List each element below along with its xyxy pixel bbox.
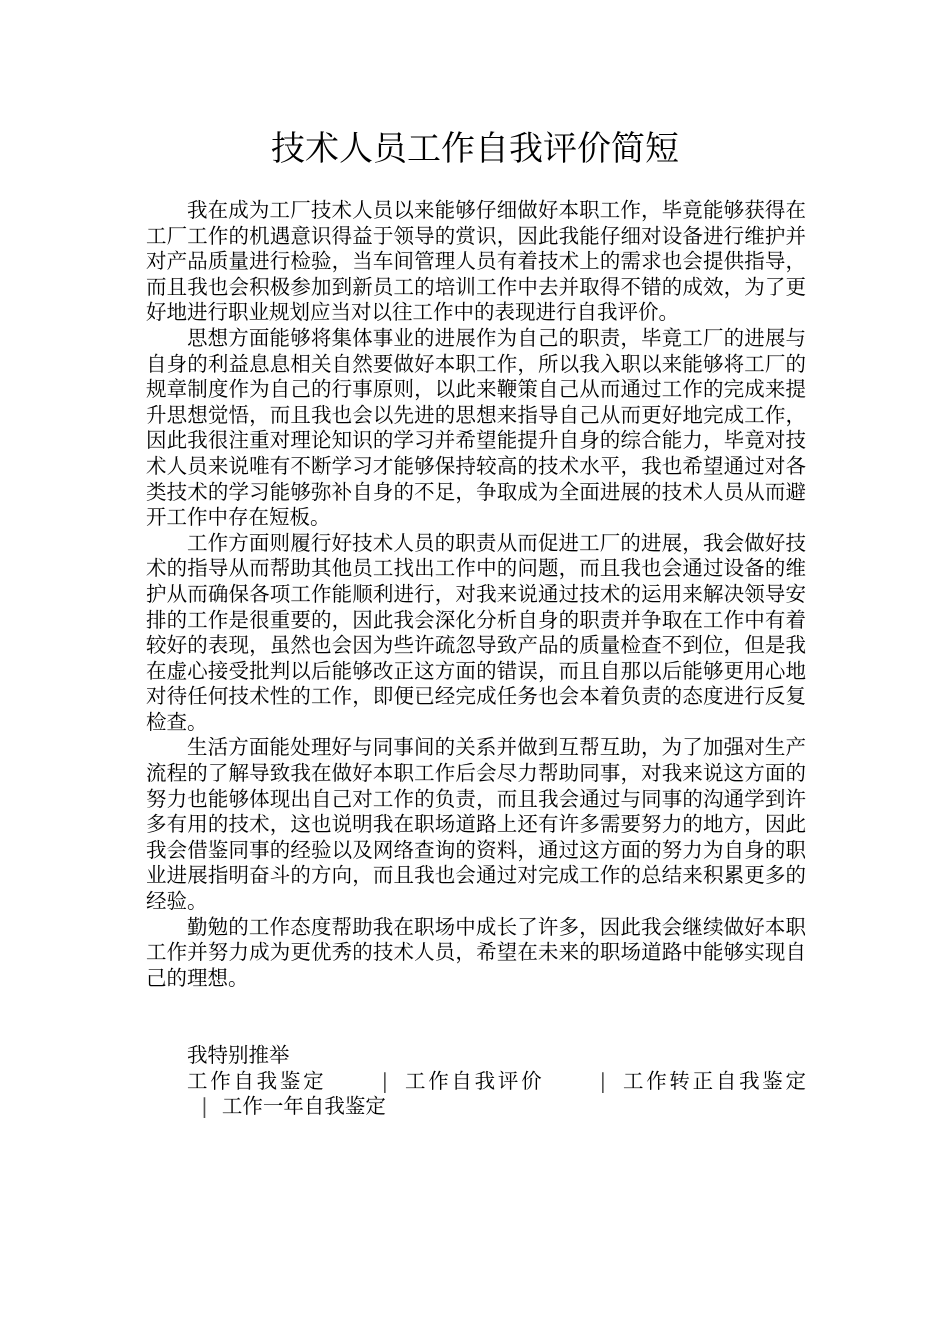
link-separator: | xyxy=(599,1068,607,1093)
recommend-section xyxy=(146,1043,806,1120)
paragraph-intro: 我在成为工厂技术人员以来能够仔细做好本职工作，毕竟能够获得在工厂工作的机遇意识得益于领导的赏识，因此我能仔细对设备进行维护并对产品质量进行检验，当车间管理人员有着技术上的需求也会提供指导，而且我也会积极参加到新员工的培训工作中去并取得不错的成效，为了更好地进行职业规划应当对以往工作中的表现进行自我评价。 xyxy=(146,198,806,325)
link-probation-self-appraisal[interactable]: 工作转正自我鉴定 xyxy=(620,1068,807,1093)
link-separator: | xyxy=(381,1068,389,1093)
paragraph-work: 工作方面则履行好技术人员的职责从而促进工厂的进展，我会做好技术的指导从而帮助其他员工找出工作中的问题，而且我也会通过设备的维护从而确保各项工作能顺利进行，对我来说通过技术的运用来解决领导安排的工作是很重要的，因此我会深化分析自身的职责并争取在工作中有着较好的表现，虽然也会因为些许疏忽导致产品的质量检查不到位，但是我在虚心接受批判以后能够改正这方面的错误，而且自那以后能够更用心地对待任何技术性的工作，即便已经完成任务也会本着负责的态度进行反复检查。 xyxy=(146,530,806,734)
recommend-links xyxy=(146,1069,806,1120)
document-title: 技术人员工作自我评价简短 xyxy=(271,129,679,169)
document-body xyxy=(146,198,806,991)
paragraph-thought: 思想方面能够将集体事业的进展作为自己的职责，毕竟工厂的进展与自身的利益息息相关自然要做好本职工作，所以我入职以来能够将工厂的规章制度作为自己的行事原则，以此来鞭策自己从而通过工作的完成来提升思想觉悟，而且我也会以先进的思想来指导自己从而更好地完成工作，因此我很注重对理论知识的学习并希望能提升自身的综合能力，毕竟对技术人员来说唯有不断学习才能够保持较高的技术水平，我也希望通过对各类技术的学习能够弥补自身的不足，争取成为全面进展的技术人员从而避开工作中存在短板。 xyxy=(146,325,806,530)
paragraph-life: 生活方面能处理好与同事间的关系并做到互帮互助，为了加强对生产流程的了解导致我在做好本职工作后会尽力帮助同事，对我来说这方面的努力也能够体现出自己对工作的负责，而且我会通过与同事的沟通学到许多有用的技术，这也说明我在职场道路上还有许多需要努力的地方，因此我会借鉴同事的经验以及网络查询的资料，通过这方面的努力为自身的职业进展指明奋斗的方向，而且我也会通过对完成工作的总结来积累更多的经验。 xyxy=(146,735,806,914)
link-separator: | xyxy=(201,1094,208,1119)
recommend-heading: 我特别推举 xyxy=(187,1043,290,1067)
link-self-evaluation[interactable]: 工作自我评价 xyxy=(402,1068,545,1093)
paragraph-conclusion: 勤勉的工作态度帮助我在职场中成长了许多，因此我会继续做好本职工作并努力成为更优秀的技术人员，希望在未来的职场道路中能够实现自己的理想。 xyxy=(146,914,806,990)
link-one-year-self-appraisal[interactable]: 工作一年自我鉴定 xyxy=(221,1094,386,1119)
link-self-appraisal[interactable]: 工作自我鉴定 xyxy=(187,1068,327,1093)
